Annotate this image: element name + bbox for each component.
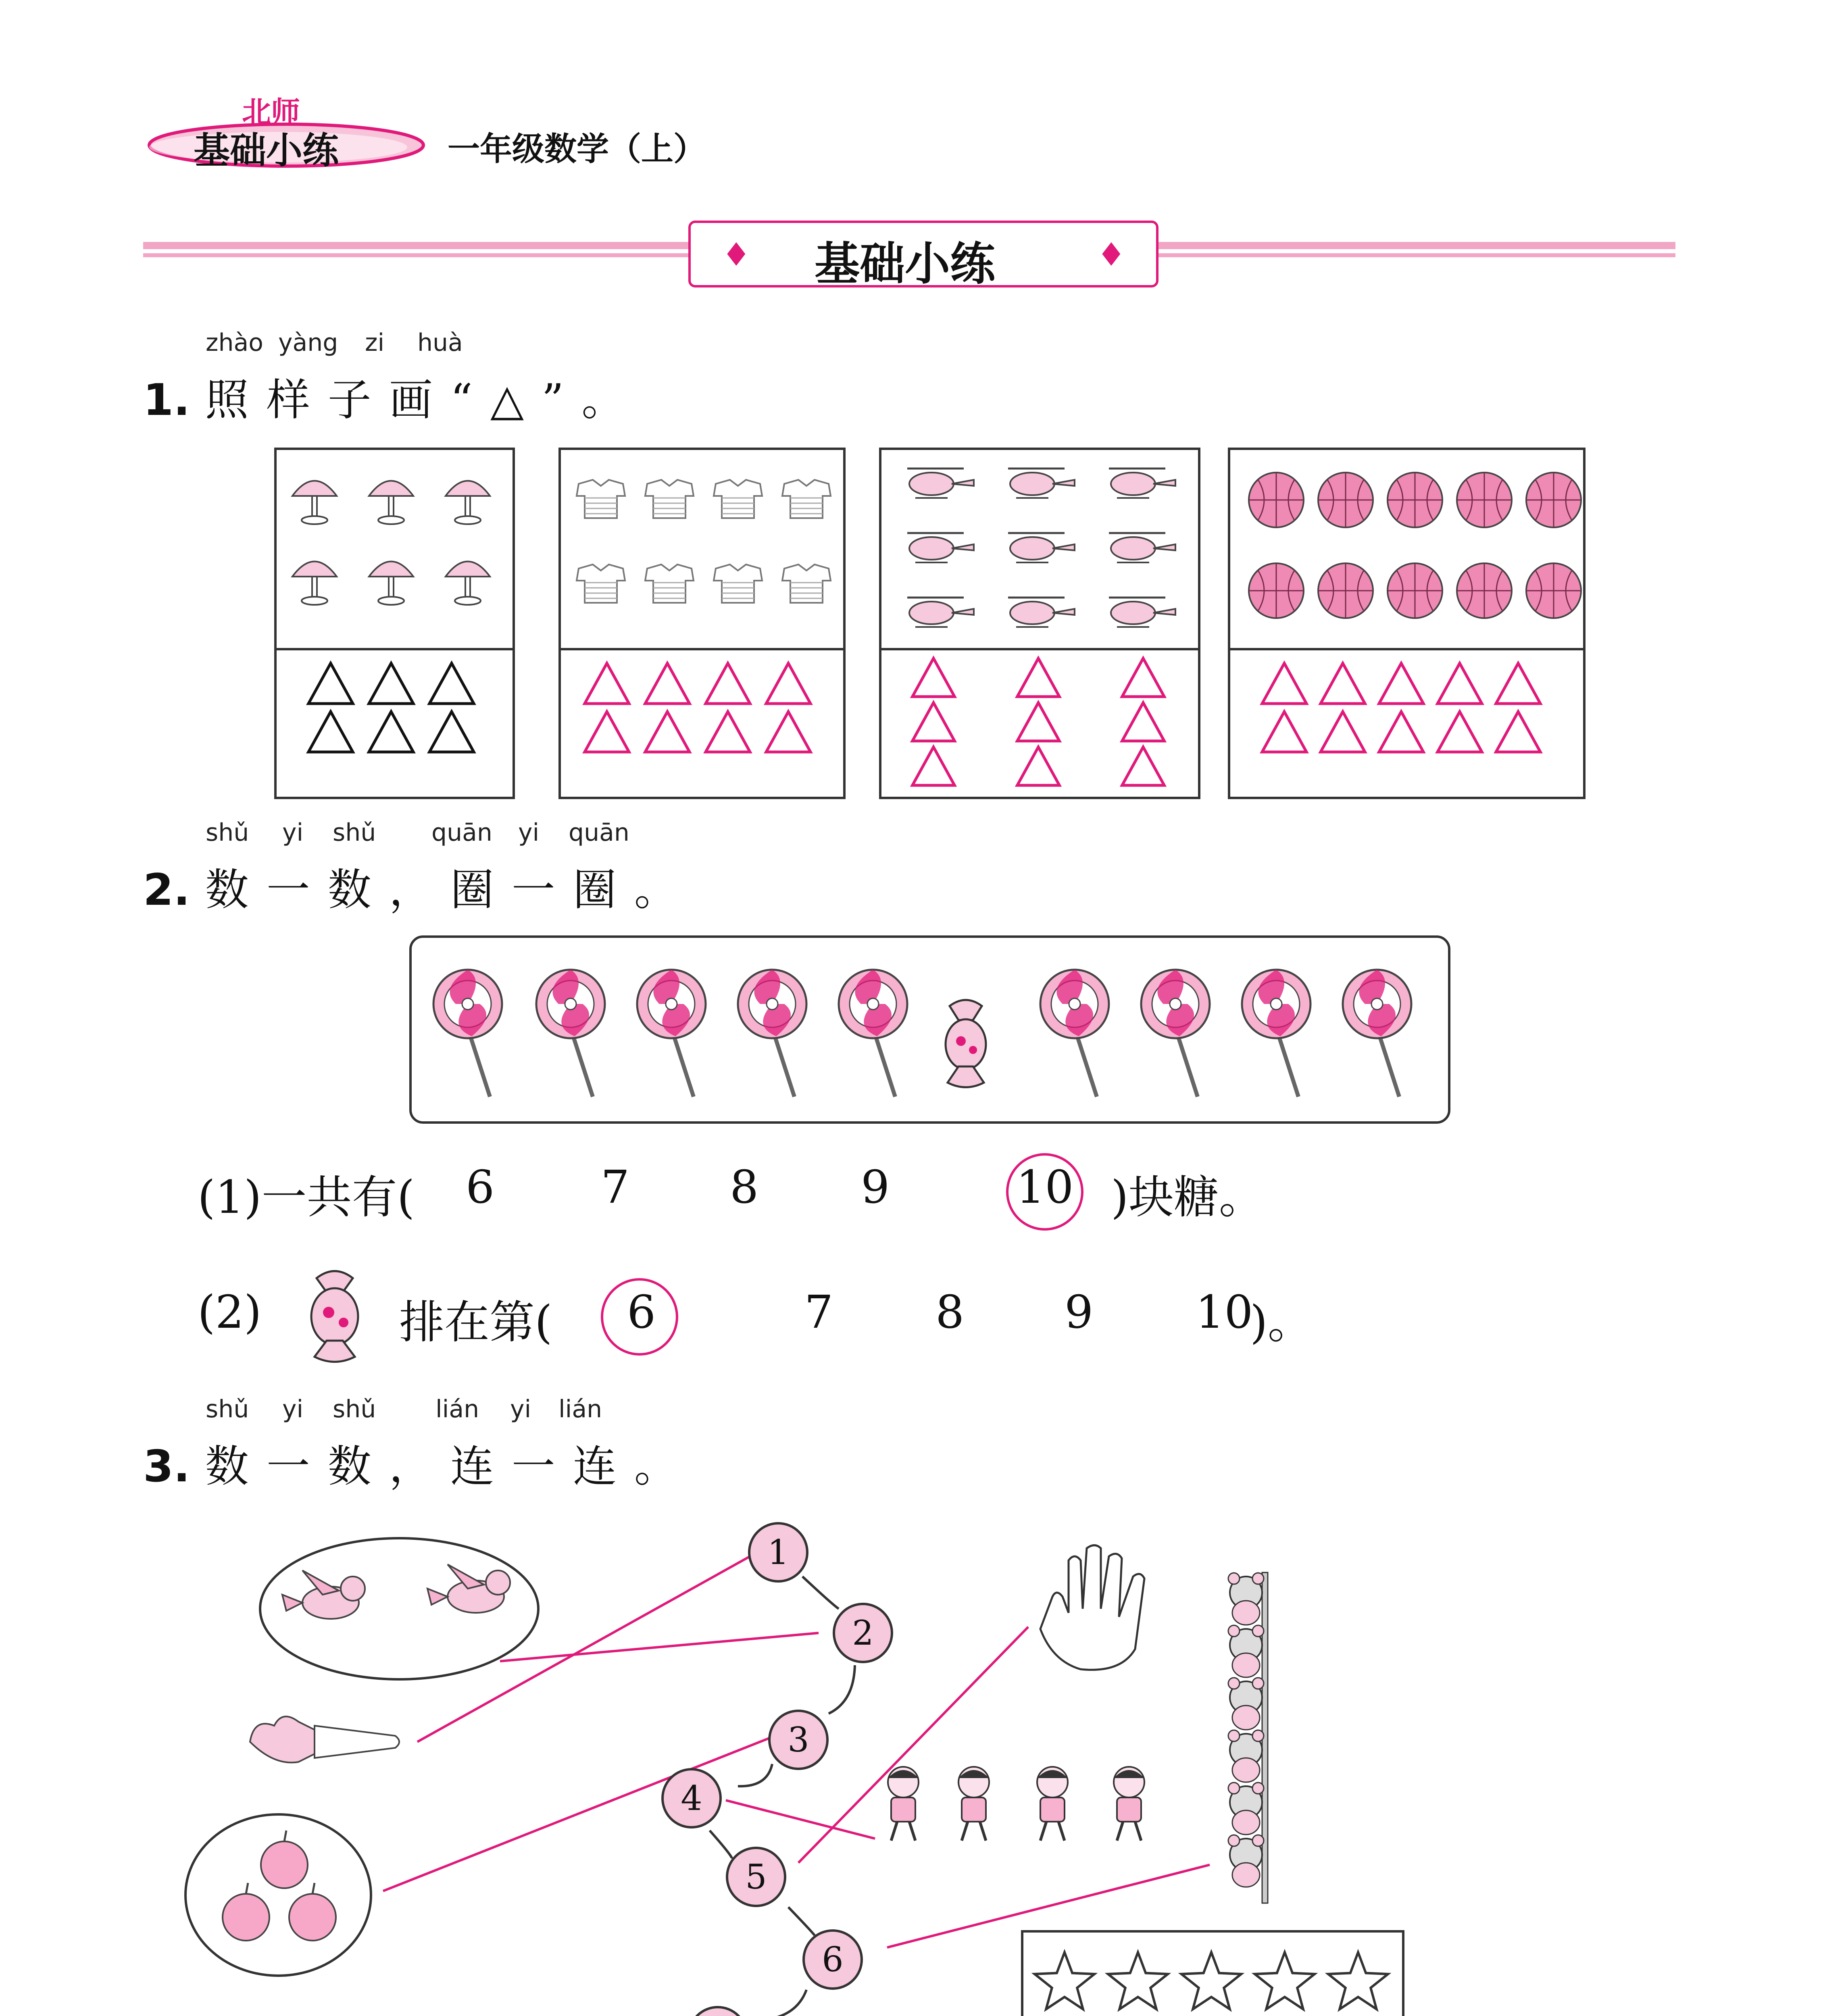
q3-pinyin-5: lián: [558, 1395, 602, 1423]
q2-sub1-option-7: 7: [601, 1161, 630, 1214]
q2-pinyin-1: yi: [282, 818, 304, 847]
q1-number: 1: [143, 375, 174, 425]
book-title: 一年级数学（上）: [448, 130, 706, 168]
section-mark-right: ♦: [1097, 236, 1126, 273]
q2-text: 数一数，圈一圈。: [205, 865, 696, 915]
q2-pinyin-5: quān: [569, 818, 629, 847]
q2-sub1-option-6: 6: [466, 1161, 495, 1214]
q1-pinyin-2: zi: [365, 329, 385, 357]
number-6[interactable]: 6: [802, 1929, 863, 1990]
q2-sub1-suffix: )块糖。: [1111, 1171, 1264, 1224]
q2-pinyin-3: quān: [431, 818, 492, 847]
number-4[interactable]: 4: [661, 1768, 722, 1829]
q2-sub2-option-6: 6: [627, 1286, 656, 1339]
number-2[interactable]: 2: [833, 1603, 893, 1663]
q2-sub2-middle: 排在第(: [399, 1296, 552, 1349]
q3-pinyin-3: lián: [435, 1395, 479, 1423]
series-top: 北师: [242, 95, 300, 129]
q3-number: 3: [143, 1441, 174, 1492]
q2-sub2-option-10: 10: [1196, 1286, 1253, 1339]
number-3[interactable]: 3: [768, 1710, 829, 1770]
q3-pinyin-0: shǔ: [206, 1395, 249, 1423]
q1-pinyin-1: yàng: [278, 329, 338, 357]
q2-sub1-option-9: 9: [861, 1161, 890, 1214]
q2-sub1-option-10: 10: [1016, 1161, 1074, 1214]
section-mark-left: ♦: [722, 236, 751, 273]
q2-pinyin-4: yi: [518, 818, 540, 847]
q3-pinyin-1: yi: [282, 1395, 304, 1423]
q2-sub2-option-8: 8: [936, 1286, 965, 1339]
q2-pinyin-2: shǔ: [333, 818, 376, 847]
q3-pinyin-4: yi: [510, 1395, 531, 1423]
q2-pinyin-0: shǔ: [206, 818, 249, 847]
q2-sub2-option-7: 7: [804, 1286, 833, 1339]
q3-text: 数一数，连一连。: [205, 1441, 696, 1492]
q1-text: 照样子画“△”。: [205, 375, 643, 425]
q3-pinyin-2: shǔ: [333, 1395, 376, 1423]
number-5[interactable]: 5: [726, 1847, 786, 1907]
q2-number: 2: [143, 865, 174, 915]
q1-pinyin-3: huà: [417, 329, 463, 357]
q2-sub2-label: (2): [198, 1286, 262, 1339]
section-title: 基础小练: [815, 238, 995, 290]
series-name: 基础小练: [194, 129, 339, 172]
q2-sub1-option-8: 8: [730, 1161, 759, 1214]
q2-sub2-option-9: 9: [1065, 1286, 1094, 1339]
q2-sub1-label: (1)一共有(: [198, 1171, 415, 1224]
number-1[interactable]: 1: [748, 1522, 808, 1583]
q1-pinyin-0: zhào: [206, 329, 263, 357]
q2-sub2-suffix: )。: [1250, 1296, 1313, 1349]
